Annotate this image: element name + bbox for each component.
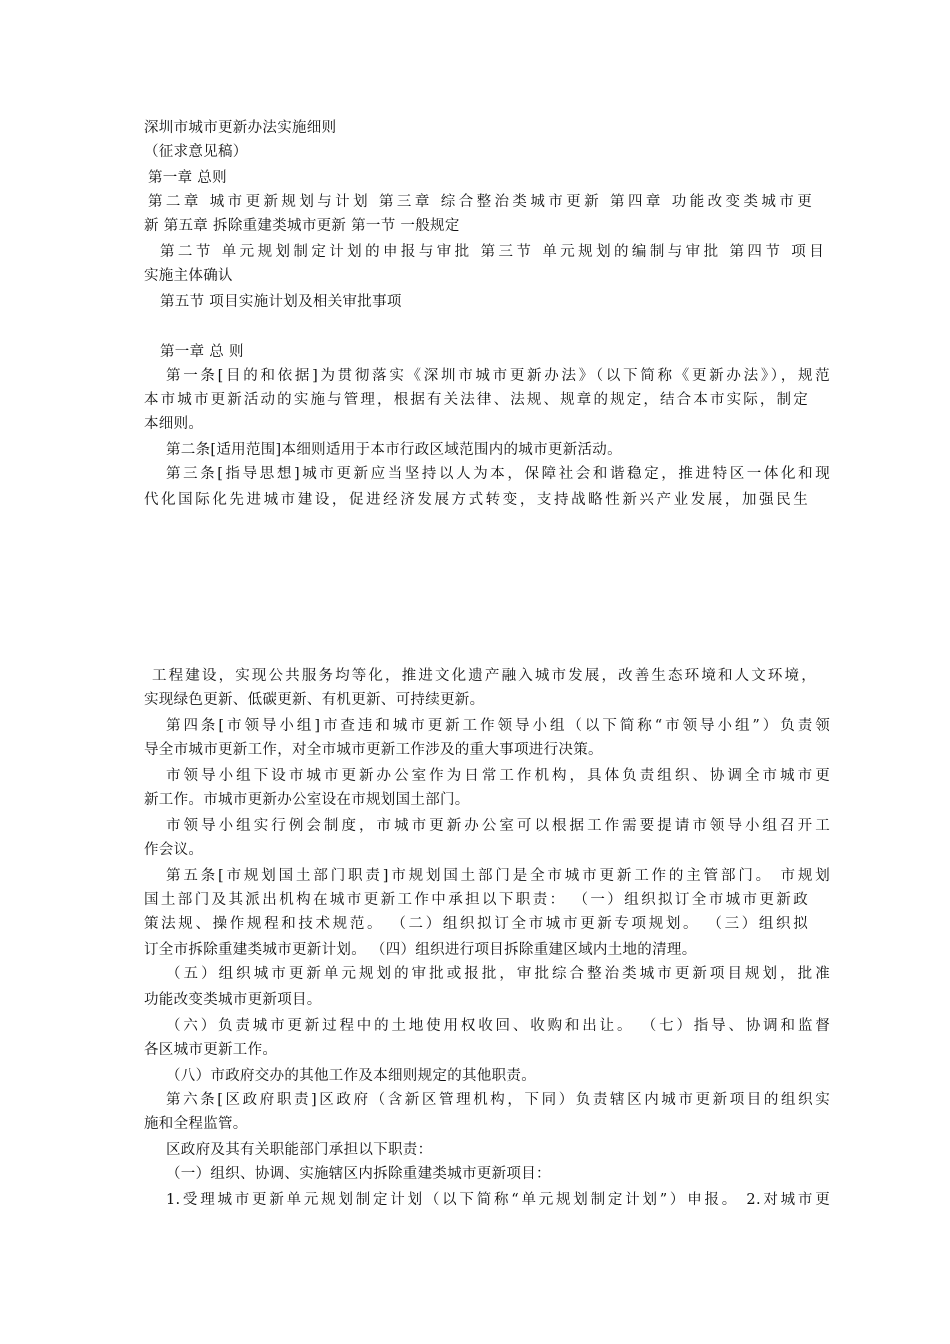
paragraph-line: 各区城市更新工作。 — [144, 1042, 278, 1058]
paragraph-line: 功能改变类城市更新项目。 — [144, 992, 322, 1008]
paragraph-line: 第三条[指导思想]城市更新应当坚持以人为本，保障社会和谐稳定，推进特区一体化和现 — [166, 466, 830, 482]
paragraph-line: 国土部门及其派出机构在城市更新工作中承担以下职责： （一）组织拟订全市城市更新政 — [144, 892, 808, 908]
paragraph-line: 市领导小组下设市城市更新办公室作为日常工作机构，具体负责组织、协调全市城市更 — [166, 768, 830, 784]
document-subtitle: （征求意见稿） — [144, 144, 248, 160]
toc-line: 第五节 项目实施计划及相关审批事项 — [160, 294, 402, 310]
paragraph-line: 新工作。市城市更新办公室设在市规划国土部门。 — [144, 792, 470, 808]
paragraph-line: 作会议。 — [144, 842, 204, 858]
paragraph-line: 第四条[市领导小组]市查违和城市更新工作领导小组（以下简称“市领导小组”）负责领 — [166, 718, 830, 734]
paragraph-line: 导全市城市更新工作，对全市城市更新工作涉及的重大事项进行决策。 — [144, 742, 603, 758]
paragraph-line: 第五条[市规划国土部门职责]市规划国土部门是全市城市更新工作的主管部门。 市规划 — [166, 868, 830, 884]
paragraph-line: 第一条[目的和依据]为贯彻落实《深圳市城市更新办法》（以下简称《更新办法》），规范 — [166, 368, 830, 384]
paragraph-line: （八）市政府交办的其他工作及本细则规定的其他职责。 — [166, 1068, 536, 1084]
paragraph-line: 策法规、操作规程和技术规范。 （二）组织拟订全市城市更新专项规划。 （三）组织拟 — [144, 916, 808, 932]
paragraph-line: 施和全程监管。 — [144, 1116, 248, 1132]
paragraph-line: 市领导小组实行例会制度，市城市更新办公室可以根据工作需要提请市领导小组召开工 — [166, 818, 830, 834]
paragraph-line: 本细则。 — [144, 416, 204, 432]
toc-line: 第一章 总则 — [148, 170, 227, 186]
paragraph-line: 1.受理城市更新单元规划制定计划（以下简称“单元规划制定计划”）申报。 2.对城市更 — [166, 1192, 830, 1208]
toc-line: 第二节 单元规划制定计划的申报与审批 第三节 单元规划的编制与审批 第四节 项目 — [160, 244, 824, 260]
paragraph-line: （一）组织、协调、实施辖区内拆除重建类城市更新项目： — [166, 1166, 551, 1182]
chapter-heading: 第一章 总 则 — [160, 344, 244, 360]
paragraph-line: 代化国际化先进城市建设，促进经济发展方式转变，支持战略性新兴产业发展，加强民生 — [144, 492, 808, 508]
paragraph-line: 订全市拆除重建类城市更新计划。 （四）组织进行项目拆除重建区域内土地的清理。 — [144, 942, 697, 958]
paragraph-line: 本市城市更新活动的实施与管理，根据有关法律、法规、规章的规定，结合本市实际，制定 — [144, 392, 808, 408]
toc-line: 新 第五章 拆除重建类城市更新 第一节 一般规定 — [144, 218, 460, 234]
toc-line: 第二章 城市更新规划与计划 第三章 综合整治类城市更新 第四章 功能改变类城市更 — [148, 194, 812, 210]
paragraph-line: 工程建设，实现公共服务均等化，推进文化遗产融入城市发展，改善生态环境和人文环境， — [152, 668, 816, 684]
paragraph-line: （六）负责城市更新过程中的土地使用权收回、收购和出让。 （七）指导、协调和监督 — [166, 1018, 830, 1034]
paragraph-line: 实现绿色更新、低碳更新、有机更新、可持续更新。 — [144, 692, 485, 708]
paragraph-line: 区政府及其有关职能部门承担以下职责： — [166, 1142, 433, 1158]
toc-line: 实施主体确认 — [144, 268, 233, 284]
paragraph-line: （五）组织城市更新单元规划的审批或报批，审批综合整治类城市更新项目规划，批准 — [166, 966, 830, 982]
document-title: 深圳市城市更新办法实施细则 — [144, 120, 337, 136]
paragraph-line: 第六条[区政府职责]区政府（含新区管理机构，下同）负责辖区内城市更新项目的组织实 — [166, 1092, 830, 1108]
paragraph-line: 第二条[适用范围]本细则适用于本市行政区域范围内的城市更新活动。 — [166, 442, 622, 458]
